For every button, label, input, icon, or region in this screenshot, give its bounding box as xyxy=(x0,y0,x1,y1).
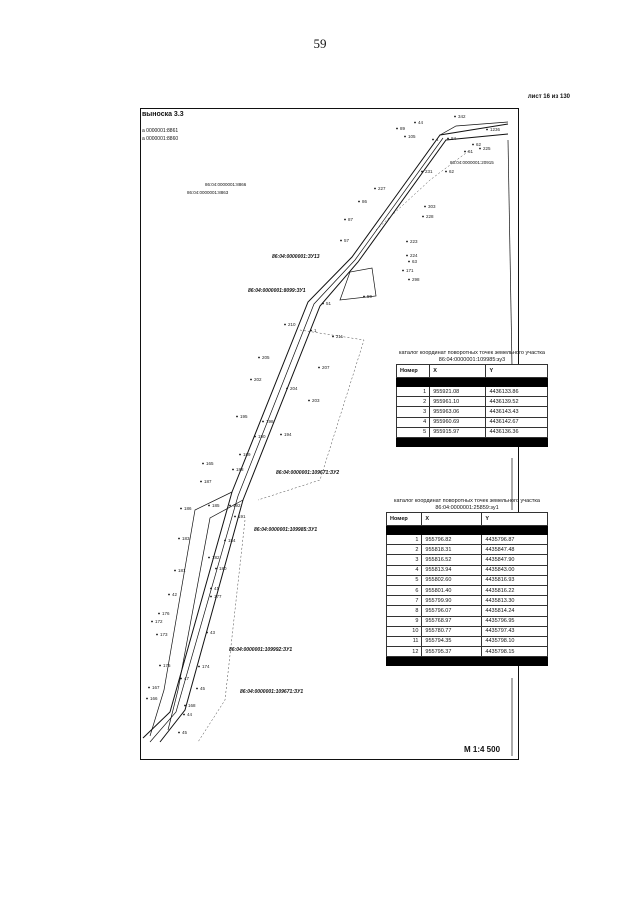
turning-point-marker xyxy=(262,421,264,423)
point-number-label: 87 xyxy=(348,217,354,222)
turning-point-marker xyxy=(234,516,236,518)
point-number-label: 165 xyxy=(206,461,214,466)
table-row xyxy=(387,596,548,606)
turning-point-marker xyxy=(183,714,185,716)
point-number-cell: 4 xyxy=(387,565,422,575)
parcel-label: 86:04:0000001:20915 xyxy=(450,160,494,165)
turning-point-marker xyxy=(151,621,153,623)
point-number-label: 62 xyxy=(476,142,482,147)
turning-point-marker xyxy=(318,367,320,369)
map-scale: М 1:4 500 xyxy=(464,745,501,754)
point-number-label: 86 xyxy=(362,199,368,204)
turning-point-marker xyxy=(464,151,466,153)
turning-point-marker xyxy=(404,136,406,138)
header-x: X xyxy=(430,365,486,378)
point-number-label: 191 xyxy=(238,514,246,519)
point-number-label: 63 xyxy=(412,259,418,264)
turning-point-marker xyxy=(168,594,170,596)
turning-point-marker xyxy=(146,698,148,700)
turning-point-marker xyxy=(174,570,176,572)
turning-point-marker xyxy=(180,678,182,680)
header-number: Номер xyxy=(387,513,422,526)
sheet-label: лист 16 из 130 xyxy=(527,94,570,100)
turning-point-marker xyxy=(215,568,217,570)
y-cell: 4435797.43 xyxy=(482,626,548,636)
point-number-cell: 3 xyxy=(397,407,430,417)
header-y: Y xyxy=(486,365,548,378)
point-number-cell: 1 xyxy=(397,387,430,397)
table-row xyxy=(387,545,548,555)
point-number-label: 195 xyxy=(240,414,248,419)
turning-point-marker xyxy=(332,336,334,338)
table-divider xyxy=(387,657,548,666)
x-cell: 955960.69 xyxy=(430,417,486,427)
point-number-label: 211 xyxy=(336,334,344,339)
turning-point-marker xyxy=(236,416,238,418)
turning-point-marker xyxy=(432,139,434,141)
point-number-label: 227 xyxy=(378,186,386,191)
point-number-label: 184 xyxy=(228,538,236,543)
turning-point-marker xyxy=(210,588,212,590)
point-number-cell: 2 xyxy=(387,545,422,555)
x-cell: 955780.77 xyxy=(422,626,482,636)
point-number-label: 207 xyxy=(322,365,330,370)
point-number-label: 43 xyxy=(210,630,216,635)
y-cell: 4435798.10 xyxy=(482,636,548,646)
turning-point-marker xyxy=(374,188,376,190)
turning-point-marker xyxy=(396,128,398,130)
parcel-label: 86:04:0000001:109671:ЗУ1 xyxy=(240,689,304,695)
y-cell: 4435816.93 xyxy=(482,575,548,585)
turning-point-marker xyxy=(206,632,208,634)
point-number-label: 45 xyxy=(182,730,188,735)
table-divider xyxy=(387,526,548,535)
y-cell: 4435816.22 xyxy=(482,585,548,595)
table-row xyxy=(387,535,548,545)
x-cell: 955915.97 xyxy=(430,427,486,437)
table-row xyxy=(397,427,548,437)
turning-point-marker xyxy=(422,216,424,218)
turning-point-marker xyxy=(472,144,474,146)
leader-catalog-1 xyxy=(508,140,512,366)
point-number-label: 62 xyxy=(449,169,455,174)
turning-point-marker xyxy=(202,463,204,465)
table-row xyxy=(387,616,548,626)
parcel-label: 86:04:0000001:109985:ЗУ1 xyxy=(254,527,318,533)
point-number-label: 194 xyxy=(284,432,292,437)
point-number-cell: 12 xyxy=(387,647,422,657)
turning-point-marker xyxy=(180,508,182,510)
point-number-cell: 9 xyxy=(387,616,422,626)
point-number-label: 187 xyxy=(204,479,212,484)
point-number-label: 168 xyxy=(188,703,196,708)
point-number-label: 298 xyxy=(412,277,420,282)
point-number-label: 186 xyxy=(184,506,192,511)
x-cell: 955818.31 xyxy=(422,545,482,555)
table-row xyxy=(387,565,548,575)
turning-point-marker xyxy=(402,270,404,272)
y-cell: 4435796.87 xyxy=(482,535,548,545)
point-number-label: 47 xyxy=(184,676,190,681)
y-cell: 4435796.95 xyxy=(482,616,548,626)
point-number-label: 223 xyxy=(410,239,418,244)
point-number-label: 224 xyxy=(410,253,418,258)
x-cell: 955816.52 xyxy=(422,555,482,565)
point-number-label: 45 xyxy=(200,686,206,691)
table-row xyxy=(397,397,548,407)
y-cell: 4436139.52 xyxy=(486,397,548,407)
x-cell: 955802.60 xyxy=(422,575,482,585)
turning-point-marker xyxy=(340,240,342,242)
point-number-cell: 6 xyxy=(387,585,422,595)
turning-point-marker xyxy=(486,129,488,131)
point-number-label: 174 xyxy=(202,664,210,669)
point-number-label: 189 xyxy=(243,452,251,457)
point-number-label: 44 xyxy=(187,712,193,717)
turning-point-marker xyxy=(447,138,449,140)
y-cell: 4435813.30 xyxy=(482,596,548,606)
y-cell: 4435798.15 xyxy=(482,647,548,657)
point-number-label: 188 xyxy=(236,467,244,472)
turning-point-marker xyxy=(421,171,423,173)
turning-point-marker xyxy=(310,330,312,332)
point-number-cell: 1 xyxy=(387,535,422,545)
top-left-label-1: а 0000001:8861 xyxy=(142,128,179,134)
x-cell: 955796.07 xyxy=(422,606,482,616)
point-number-cell: 3 xyxy=(387,555,422,565)
coordinate-catalog-1 xyxy=(396,350,548,447)
table-row xyxy=(387,636,548,646)
point-number-label: 180 xyxy=(219,566,227,571)
point-number-cell: 11 xyxy=(387,636,422,646)
header-number: Номер xyxy=(397,365,430,378)
turning-point-marker xyxy=(158,613,160,615)
point-number-label: 181 xyxy=(178,568,186,573)
point-number-label: 205 xyxy=(262,355,270,360)
point-number-label: 176 xyxy=(162,611,170,616)
turning-point-marker xyxy=(148,687,150,689)
point-number-label: 89 xyxy=(400,126,406,131)
parcel-label: 86:04:0000001:8099:ЗУ1 xyxy=(248,288,306,294)
x-cell: 955795.37 xyxy=(422,647,482,657)
turning-point-marker xyxy=(196,688,198,690)
turning-point-marker xyxy=(406,255,408,257)
turning-point-marker xyxy=(156,634,158,636)
turning-point-marker xyxy=(424,206,426,208)
point-number-label: 210 xyxy=(288,322,296,327)
point-number-label: 171 xyxy=(406,268,414,273)
turning-point-marker xyxy=(322,303,324,305)
point-number-cell: 10 xyxy=(387,626,422,636)
point-number-label: 228 xyxy=(426,214,434,219)
point-number-label: 204 xyxy=(290,386,298,391)
turning-point-marker xyxy=(200,481,202,483)
point-number-label: 173 xyxy=(160,632,168,637)
turning-point-marker xyxy=(178,732,180,734)
point-number-cell: 8 xyxy=(387,606,422,616)
point-number-label: 225 xyxy=(483,146,491,151)
x-cell: 955794.35 xyxy=(422,636,482,646)
y-cell: 4436142.67 xyxy=(486,417,548,427)
parcel-label: 86:04:0000001:109671:ЗУ2 xyxy=(276,470,340,476)
inset-title: выноска 3.3 xyxy=(142,111,184,118)
turning-point-marker xyxy=(184,705,186,707)
top-left-label-2: а 0000001:8860 xyxy=(142,136,179,142)
table-row xyxy=(387,575,548,585)
turning-point-marker xyxy=(479,148,481,150)
point-number-label: 231 xyxy=(425,169,433,174)
table-divider xyxy=(397,378,548,387)
point-number-label: 182 xyxy=(212,555,220,560)
catalog-caption: каталог координат поворотных точек земельного участка 86:04:0000001:109985:зу3 xyxy=(398,350,545,363)
point-number-label: 1236 xyxy=(490,127,501,132)
turning-point-marker xyxy=(445,171,447,173)
table-row xyxy=(397,417,548,427)
y-cell: 4436133.86 xyxy=(486,387,548,397)
y-cell: 4435843.00 xyxy=(482,565,548,575)
y-cell: 4436143.43 xyxy=(486,407,548,417)
point-number-cell: 5 xyxy=(397,427,430,437)
turning-point-marker xyxy=(408,261,410,263)
table-row xyxy=(387,626,548,636)
point-number-label: 192 xyxy=(233,503,241,508)
point-number-label: 41 xyxy=(214,586,220,591)
point-number-label: 202 xyxy=(254,377,262,382)
turning-point-marker xyxy=(159,665,161,667)
turning-point-marker xyxy=(408,279,410,281)
table-row xyxy=(397,387,548,397)
x-cell: 955813.94 xyxy=(422,565,482,575)
x-cell: 955801.40 xyxy=(422,585,482,595)
turning-point-marker xyxy=(208,557,210,559)
table-row xyxy=(387,647,548,657)
x-cell: 955963.06 xyxy=(430,407,486,417)
page-number: 59 xyxy=(313,36,327,51)
turning-point-marker xyxy=(308,400,310,402)
turning-point-marker xyxy=(258,357,260,359)
turning-point-marker xyxy=(208,505,210,507)
point-number-label: 44 xyxy=(418,120,424,125)
x-cell: 955768.97 xyxy=(422,616,482,626)
point-number-label: 185 xyxy=(212,503,220,508)
point-number-label: 177 xyxy=(214,594,222,599)
turning-point-marker xyxy=(210,596,212,598)
point-number-label: 4 xyxy=(436,137,439,142)
point-number-label: 183 xyxy=(182,536,190,541)
point-number-label: 342 xyxy=(458,114,466,119)
turning-point-marker xyxy=(280,434,282,436)
turning-point-marker xyxy=(406,241,408,243)
turning-point-marker xyxy=(224,540,226,542)
point-number-label: 105 xyxy=(408,134,416,139)
point-number-label: 175 xyxy=(163,663,171,668)
x-cell: 955799.90 xyxy=(422,596,482,606)
point-number-label: 166 xyxy=(150,696,158,701)
y-cell: 4435814.24 xyxy=(482,606,548,616)
header-x: X xyxy=(422,513,482,526)
point-number-label: 1 xyxy=(314,328,317,333)
parcel-label: 86:04:0000001:8866 xyxy=(205,182,247,187)
point-number-label: 61 xyxy=(468,149,474,154)
parcel-label: 86:04:0000001:109992:ЗУ1 xyxy=(229,647,293,653)
x-cell: 955961.10 xyxy=(430,397,486,407)
point-number-label: 303 xyxy=(428,204,436,209)
catalog-caption: каталог координат поворотных точек земельного участка 86:04:0000001:25859:зу1 xyxy=(393,498,540,511)
turning-point-marker xyxy=(198,666,200,668)
table-divider xyxy=(397,437,548,446)
turning-point-marker xyxy=(178,538,180,540)
y-cell: 4435847.90 xyxy=(482,555,548,565)
point-number-label: 190 xyxy=(258,434,266,439)
point-number-label: 59 xyxy=(367,294,373,299)
parcel-label: 86:04:0000001:ЗУ13 xyxy=(272,254,320,260)
turning-point-marker xyxy=(284,324,286,326)
table-row xyxy=(397,407,548,417)
point-number-cell: 2 xyxy=(397,397,430,407)
point-number-cell: 7 xyxy=(387,596,422,606)
turning-point-marker xyxy=(344,219,346,221)
point-number-label: 84 xyxy=(451,136,457,141)
point-number-label: 57 xyxy=(344,238,350,243)
y-cell: 4436136.36 xyxy=(486,427,548,437)
turning-point-marker xyxy=(358,201,360,203)
parcel-label: 86:04:0000001:8863 xyxy=(187,190,229,195)
turning-point-marker xyxy=(414,122,416,124)
point-number-label: 198 xyxy=(266,419,274,424)
table-row xyxy=(387,606,548,616)
header-y: Y xyxy=(482,513,548,526)
point-number-cell: 5 xyxy=(387,575,422,585)
point-number-label: 172 xyxy=(155,619,163,624)
turning-point-marker xyxy=(232,469,234,471)
turning-point-marker xyxy=(363,296,365,298)
turning-point-marker xyxy=(286,388,288,390)
side-strip-right xyxy=(168,500,243,730)
turning-point-marker xyxy=(239,454,241,456)
turning-point-marker xyxy=(254,436,256,438)
turning-point-marker xyxy=(454,116,456,118)
turning-point-marker xyxy=(229,505,231,507)
y-cell: 4435847.48 xyxy=(482,545,548,555)
table-row xyxy=(387,585,548,595)
coordinate-catalog-2 xyxy=(386,498,548,666)
point-number-label: 51 xyxy=(326,301,332,306)
point-number-label: 42 xyxy=(172,592,178,597)
x-cell: 955921.08 xyxy=(430,387,486,397)
point-number-label: 203 xyxy=(312,398,320,403)
x-cell: 955796.82 xyxy=(422,535,482,545)
point-number-cell: 4 xyxy=(397,417,430,427)
point-number-label: 167 xyxy=(152,685,160,690)
table-row xyxy=(387,555,548,565)
turning-point-marker xyxy=(250,379,252,381)
